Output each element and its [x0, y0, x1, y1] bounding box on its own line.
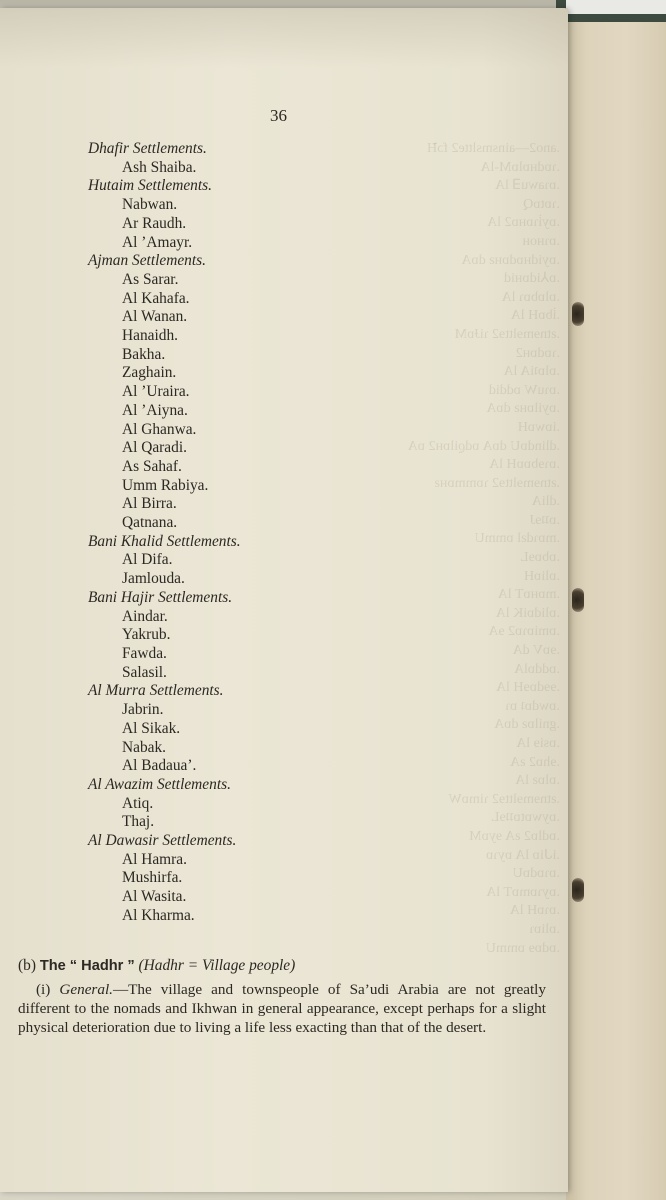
settlement-group-heading: Ajman Settlements.: [88, 252, 206, 270]
settlement-entry: Ash Shaiba.: [122, 158, 197, 176]
page-number: 36: [270, 106, 287, 125]
settlement-entry: Al Sikak.: [122, 719, 181, 737]
settlement-entry: Al Birra.: [122, 495, 177, 513]
settlement-entry: Al Qaradi.: [122, 439, 187, 457]
page-fold-shadow: [0, 8, 568, 68]
settlement-entry: Qatnana.: [122, 514, 178, 532]
section-b-marker: (b): [18, 957, 36, 974]
settlement-group-heading: Al Awazim Settlements.: [88, 775, 231, 793]
settlement-entry: Atiq.: [122, 794, 154, 812]
settlement-entry: Bakha.: [122, 345, 166, 363]
settlement-entry: Yakrub.: [122, 626, 171, 644]
settlement-entry: Nabak.: [122, 738, 167, 756]
settlement-entry: Al Wanan.: [122, 308, 188, 326]
paragraph-text: —The village and townspeople of Sa’udi Arabia are not greatly different to the nomads and Ikhwan in general appearance, except perhaps for a slight physical deterioration due to living a life less exacting than that of the desert.: [18, 981, 547, 1036]
settlement-list: [0, 140, 560, 926]
settlement-group-heading: Dhafir Settlements.: [88, 140, 207, 157]
settlement-entry: Al Badaua’.: [122, 757, 197, 775]
settlement-group-heading: Al Murra Settlements.: [88, 682, 224, 700]
settlement-entry: Al ’Uraira.: [122, 383, 190, 401]
settlement-entry: Ar Raudh.: [122, 214, 187, 232]
settlement-entry: Hanaidh.: [122, 327, 178, 345]
settlement-entry: Zaghain.: [122, 364, 177, 382]
settlement-entry: Al ’Aiyna.: [122, 401, 188, 419]
settlement-entry: Fawda.: [122, 644, 167, 662]
settlement-entry: Thaj.: [122, 813, 155, 831]
settlement-group-heading: Bani Khalid Settlements.: [88, 532, 241, 550]
settlement-entry: Al Difa.: [122, 551, 173, 569]
settlement-entry: As Sahaf.: [122, 457, 182, 475]
paragraph-marker: (i): [36, 981, 51, 998]
settlement-entry: Aindar.: [122, 607, 168, 625]
settlement-group-heading: Hutaim Settlements.: [88, 177, 212, 195]
binding-hole: [572, 302, 584, 326]
settlement-group-heading: Al Dawasir Settlements.: [88, 832, 237, 850]
settlement-entry: Jabrin.: [122, 701, 164, 719]
settlement-entry: As Sarar.: [122, 270, 179, 288]
settlement-entry: Al Kharma.: [122, 906, 195, 924]
settlement-entry: Umm Rabiya.: [122, 476, 209, 494]
paragraph-label: General.: [59, 981, 113, 998]
binding-hole: [572, 588, 584, 612]
section-b-title: The “ Hadhr ”: [39, 958, 135, 974]
section-b-heading: [18, 957, 295, 975]
section-b-note: (Hadhr = Village people): [138, 957, 296, 974]
settlement-entry: Nabwan.: [122, 196, 178, 214]
settlement-entry: Jamlouda.: [122, 570, 185, 588]
settlement-group-heading: Bani Hajir Settlements.: [88, 588, 233, 606]
settlement-entry: Al Hamra.: [122, 850, 187, 868]
settlement-entry: Mushirfa.: [122, 869, 183, 887]
settlement-entry: Al Kahafa.: [122, 289, 190, 307]
general-paragraph: [18, 981, 546, 1037]
settlement-entry: Salasil.: [122, 663, 167, 681]
binding-hole: [572, 878, 584, 902]
settlement-entry: Al Wasita.: [122, 888, 187, 906]
settlement-entry: Al ’Amayr.: [122, 233, 193, 251]
settlement-entry: Al Ghanwa.: [122, 420, 197, 438]
